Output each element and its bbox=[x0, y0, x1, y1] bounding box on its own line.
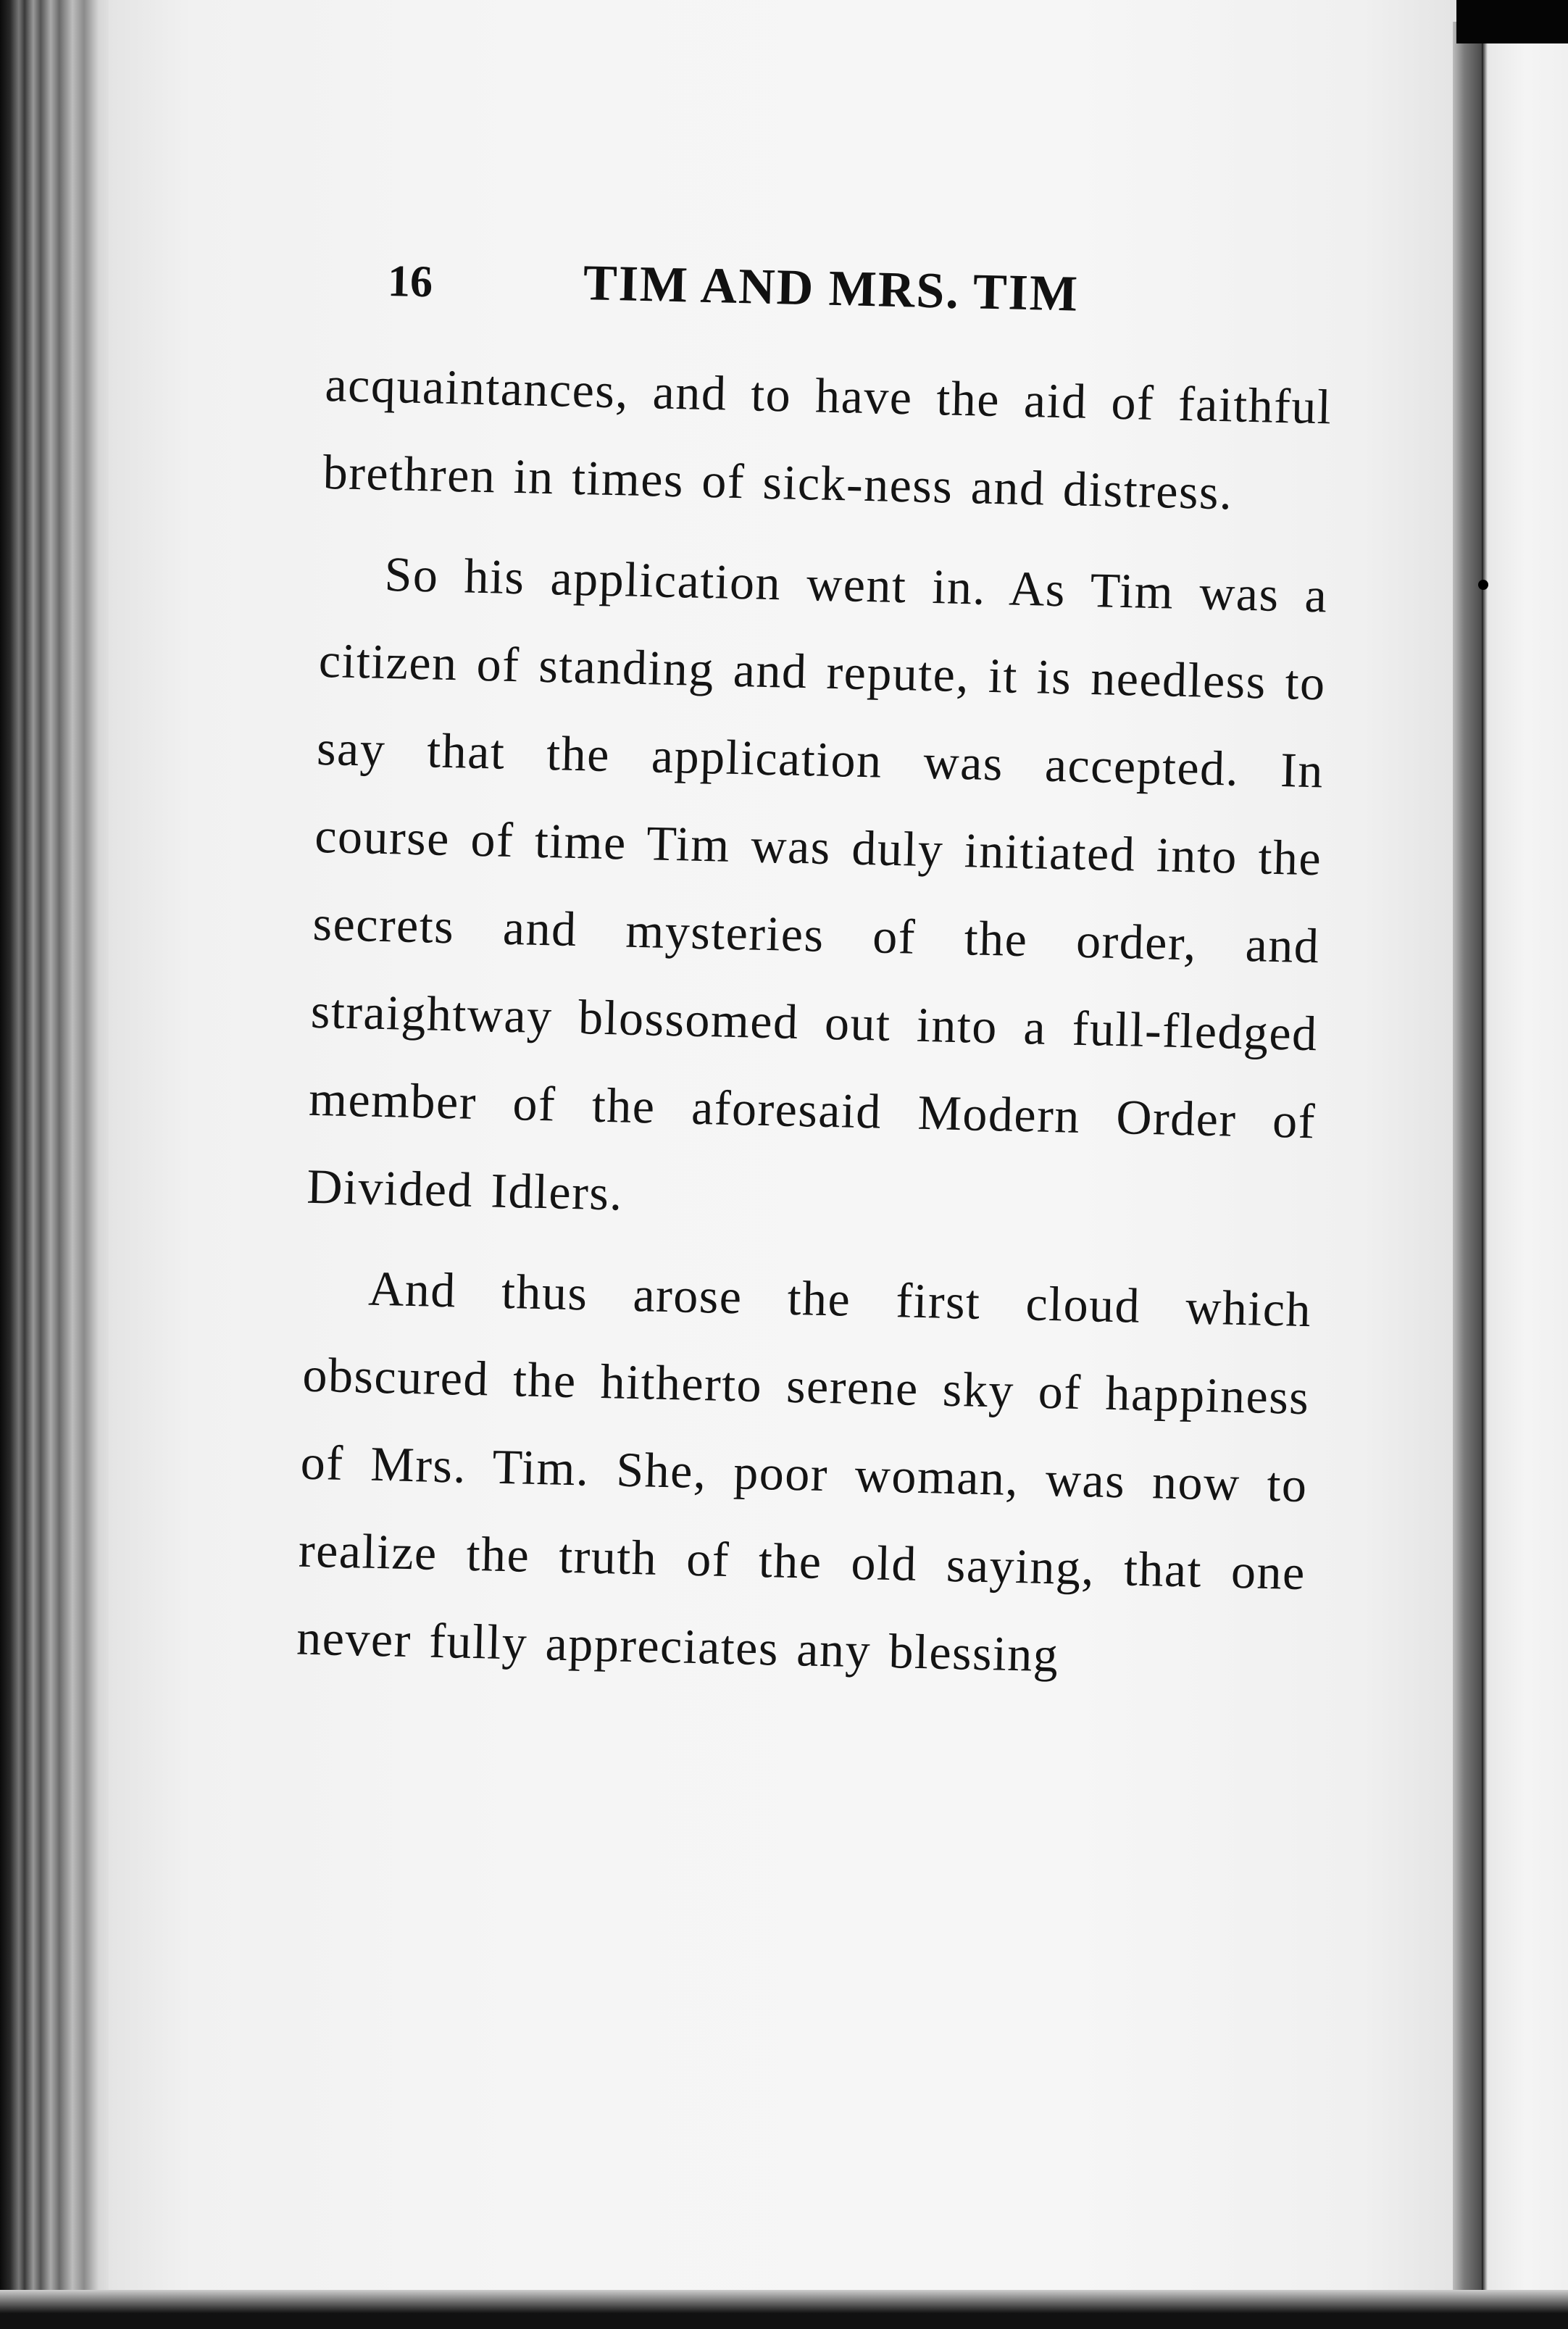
page-number: 16 bbox=[387, 256, 433, 307]
book-title: TIM AND MRS. TIM bbox=[583, 255, 1080, 322]
scan-speck bbox=[1478, 580, 1488, 590]
book-spine-edge bbox=[0, 0, 116, 2329]
scan-border bbox=[1456, 0, 1568, 43]
scan-border-bottom bbox=[0, 2290, 1568, 2329]
page-gutter-shadow bbox=[1453, 22, 1482, 2329]
paragraph: And thus arose the first cloud which obscured the hitherto serene sky of happiness of Mrs. Tim. She, poor woman, was now to realize the truth of the old saying, that one never fully appreciates any blessing bbox=[296, 1260, 1312, 1683]
body-text bbox=[296, 341, 1333, 1717]
paragraph: So his application went in. As Tim was a citizen of standing and repute, it is needless to say that the application was accepted. In course of time Tim was duly initiated into the secrets and mysteries of the order, and straightway blossomed out into a full-fledged member of the aforesaid Modern Order of Divided Idlers. bbox=[306, 546, 1329, 1221]
facing-page-edge bbox=[1482, 0, 1568, 2329]
paragraph: acquaintances, and to have the aid of faithful brethren in times of sick-ness and distress. bbox=[322, 356, 1333, 520]
